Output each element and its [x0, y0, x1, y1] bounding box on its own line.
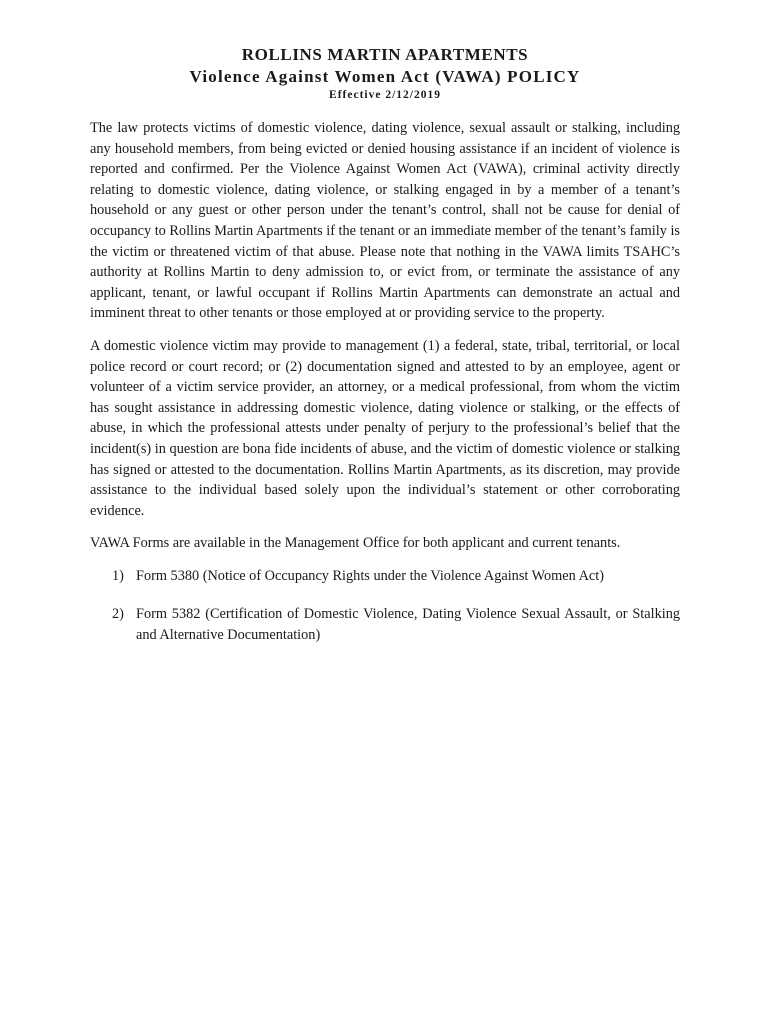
forms-intro: VAWA Forms are available in the Management Office for both applicant and current tenants. — [90, 535, 621, 552]
policy-paragraph-2: A domestic violence victim may provide to management (1) a federal, state, tribal, territorial, or local police record or court record; or (2) documentation signed and attested to by an employee, agent or volunteer of a victim service provider, an attorney, or a medical professional, from whom the victim has sought assistance in addressing domestic violence, dating violence or stalking, or the effects of abuse, in which the professional attests under penalty of perjury to the professional’s belief that the incident(s) in question are bona fide incidents of abuse, and the victim of domestic violence or stalking has signed or attested to the documentation. Rollins Martin Apartments, as its discretion, may provide assistance to the individual based solely upon the individual’s statement or other corroborating evidence. — [90, 337, 680, 519]
list-number: 1) — [112, 567, 124, 584]
list-item — [90, 604, 680, 645]
document-page — [90, 44, 680, 664]
policy-subtitle: Violence Against Women Act (VAWA) POLICY — [189, 67, 581, 86]
list-item — [90, 566, 680, 587]
policy-paragraph-1: The law protects victims of domestic violence, dating violence, sexual assault or stalking, including any household members, from being evicted or denied housing assistance if an incident of violence is reported and confirmed. Per the Violence Against Women Act (VAWA), criminal activity directly relating to domestic violence, dating violence, or stalking engaged in by a member of a tenant’s household or any guest or other person under the tenant’s control, shall not be cause for denial of occupancy to Rollins Martin Apartments if the tenant or an immediate member of the tenant’s family is the victim or threatened victim of that abuse. Please note that nothing in the VAWA limits TSAHC’s authority at Rollins Martin to deny admission to, or evict from, or terminate the assistance of any applicant, tenant, or lawful occupant if Rollins Martin Apartments can demonstrate an actual and imminent threat to other tenants or those employed at or providing service to the property. — [90, 120, 680, 322]
effective-date: Effective 2/12/2019 — [329, 89, 441, 101]
forms-list — [90, 566, 680, 646]
form-5380-text: Form 5380 (Notice of Occupancy Rights under the Violence Against Women Act) — [136, 567, 604, 584]
document-title: ROLLINS MARTIN APARTMENTS — [241, 45, 529, 64]
list-number: 2) — [112, 606, 124, 623]
form-5382-text: Form 5382 (Certification of Domestic Violence, Dating Violence Sexual Assault, or Stalking and Alternative Documentation) — [136, 606, 680, 644]
